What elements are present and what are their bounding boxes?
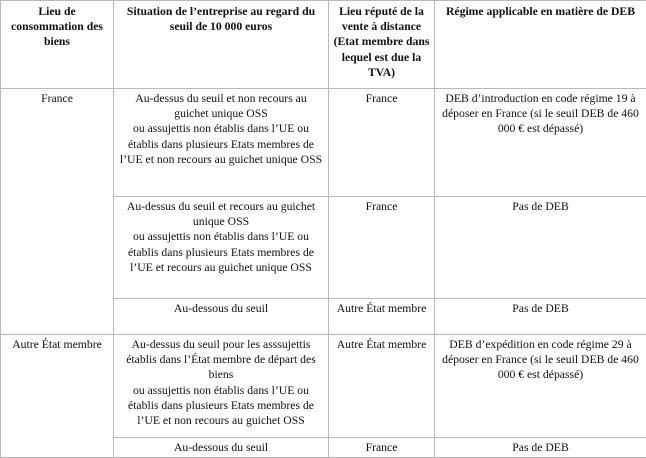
situation-main: Au-dessus du seuil et recours au guichet unique OSS: [117, 199, 325, 229]
cell-lieu-vente: Autre État membre: [329, 299, 435, 335]
cell-lieu-france: France: [1, 89, 114, 335]
cell-regime: Pas de DEB: [435, 299, 646, 335]
cell-lieu-autre-etat: Autre État membre: [1, 335, 114, 458]
header-lieu-consommation: Lieu de consommation des biens: [1, 1, 114, 89]
cell-situation: [114, 89, 329, 197]
cell-lieu-vente: France: [329, 197, 435, 299]
table-row: [1, 335, 646, 438]
situation-main: Au-dessous du seuil: [117, 440, 325, 455]
situation-alternative: ou assujettis non établis dans l’UE ou établis dans plusieurs Etats membres de l’UE et non recours au guichet unique OSS: [117, 121, 325, 167]
header-lieu-vente-distance: Lieu réputé de la vente à distance (Etat membre dans lequel est due la TVA): [329, 1, 435, 89]
cell-situation: [114, 197, 329, 299]
cell-regime: DEB d’expédition en code régime 29 à déposer en France (si le seuil DEB de 460 000 € est dépassé): [435, 335, 646, 438]
situation-main: Au-dessous du seuil: [117, 301, 325, 316]
cell-situation: [114, 438, 329, 458]
cell-lieu-vente: Autre État membre: [329, 335, 435, 438]
situation-main: Au-dessus du seuil et non recours au guichet unique OSS: [117, 91, 325, 121]
header-regime-deb: Régime applicable en matière de DEB: [435, 1, 646, 89]
cell-regime: DEB d’introduction en code régime 19 à déposer en France (si le seuil DEB de 460 000 € est dépassé): [435, 89, 646, 197]
situation-alternative: ou assujettis non établis dans l’UE ou établis dans plusieurs Etats membres de l’UE et non recours au guichet OSS: [117, 383, 325, 429]
cell-regime: Pas de DEB: [435, 438, 646, 458]
situation-alternative: ou assujettis non établis dans l’UE ou établis dans plusieurs Etats membres de l’UE et recours au guichet unique OSS: [117, 229, 325, 275]
header-situation-seuil: Situation de l’entreprise au regard du seuil de 10 000 euros: [114, 1, 329, 89]
cell-lieu-vente: France: [329, 89, 435, 197]
table-row: [1, 89, 646, 197]
situation-main: Au-dessus du seuil pour les asssujettis établis dans l’État membre de départ des biens: [117, 337, 325, 383]
cell-situation: [114, 299, 329, 335]
cell-lieu-vente: France: [329, 438, 435, 458]
cell-situation: [114, 335, 329, 438]
cell-regime: Pas de DEB: [435, 197, 646, 299]
table-header-row: [1, 1, 646, 89]
